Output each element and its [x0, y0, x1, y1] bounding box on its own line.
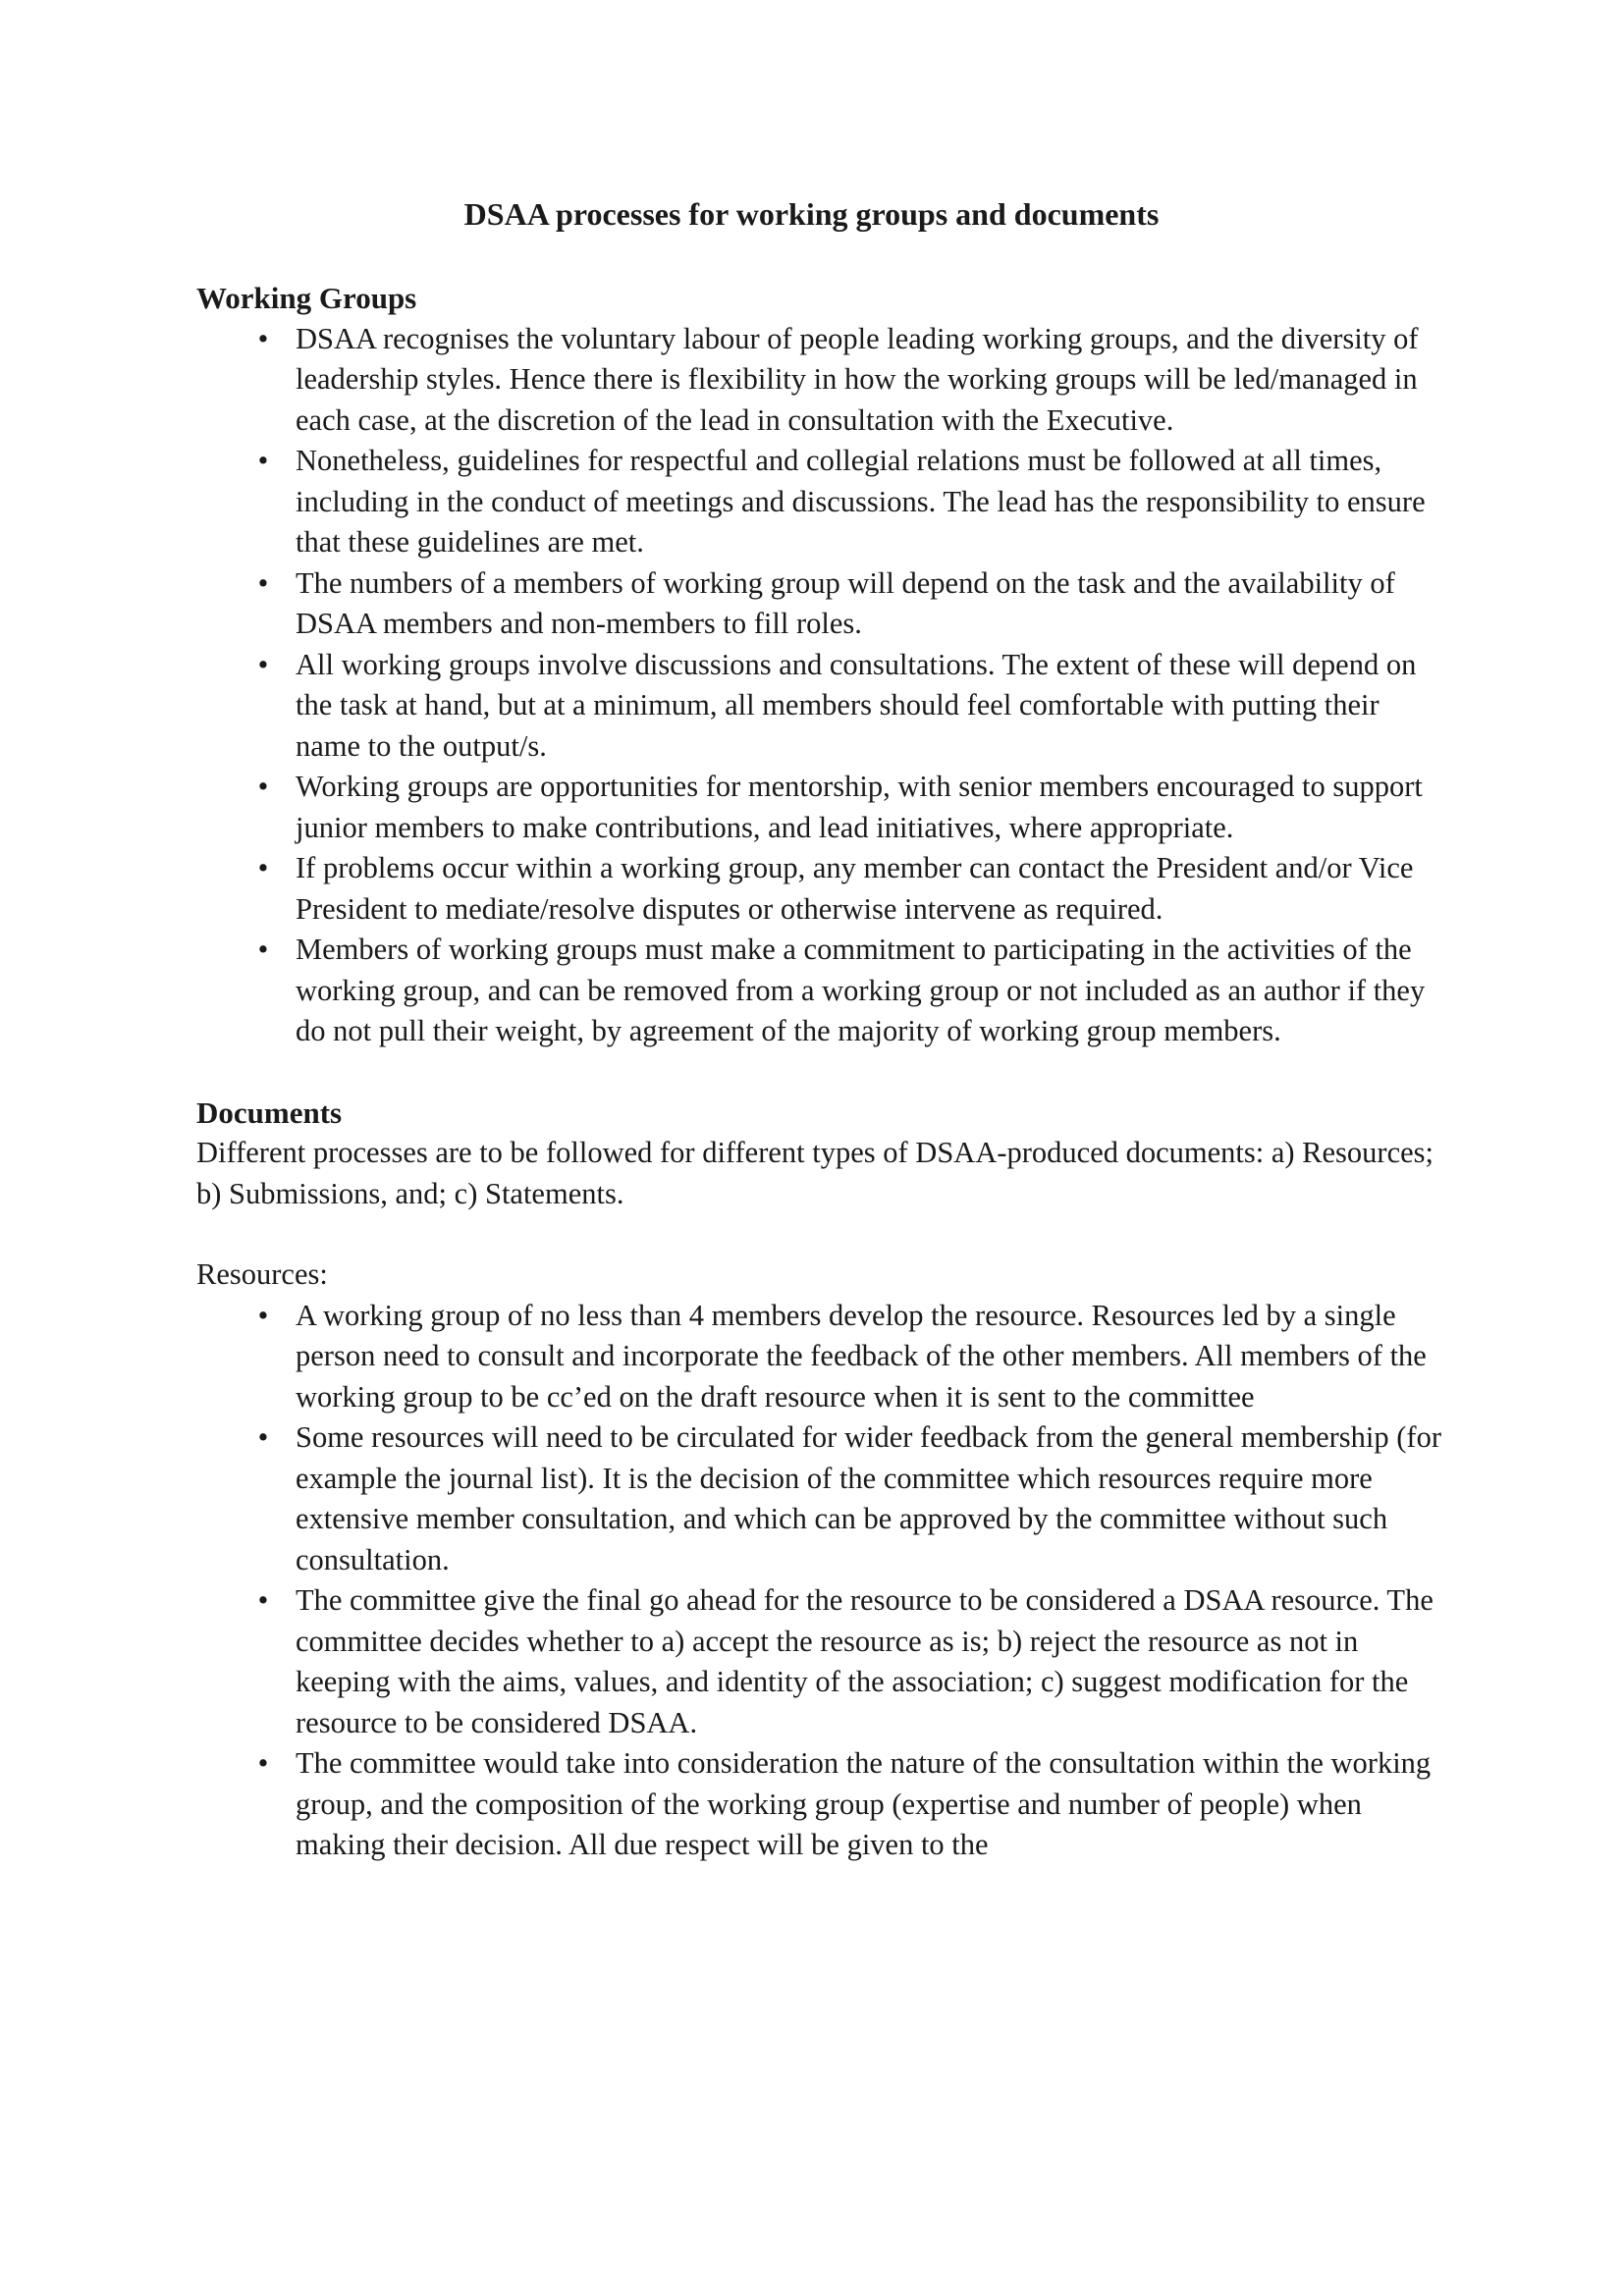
list-item-text: Working groups are opportunities for mentorship, with senior members encouraged to support junior members to make contributions, and lead initiatives, where appropriate. [296, 770, 1423, 844]
documents-intro: Different processes are to be followed for different types of DSAA-produced documents: a) Resources; b) Submissions, and; c) Statements. [196, 1136, 1434, 1210]
bullet-icon: • [257, 647, 269, 681]
bullet-icon: • [257, 1746, 269, 1780]
resources-list [196, 1296, 1448, 1866]
list-item [196, 441, 1448, 563]
list-item-text: A working group of no less than 4 members develop the resource. Resources led by a single person need to consult and incorporate the feedback of the other members. All members of the working group to be cc’ed on the draft resource when it is sent to the committee [296, 1298, 1427, 1414]
list-item [196, 319, 1448, 442]
list-item [196, 1743, 1448, 1866]
section-spacer [196, 1214, 1448, 1255]
list-item [196, 563, 1448, 645]
bullet-icon: • [257, 1420, 269, 1454]
list-item [196, 767, 1448, 848]
bullet-icon: • [257, 565, 269, 600]
bullet-icon: • [257, 933, 269, 966]
bullet-icon: • [257, 321, 269, 355]
bullet-icon: • [257, 1298, 269, 1332]
bullet-icon: • [257, 851, 269, 884]
list-item-text: The numbers of a members of working group will depend on the task and the availability of DSAA members and non-members to fill roles. [296, 565, 1395, 640]
list-item-text: Members of working groups must make a commitment to participating in the activities of the working group, and can be removed from a working group or not included as an author if they do not pull their weight, by agreement of the majority of working group members. [296, 933, 1426, 1047]
document-body [196, 278, 1448, 1866]
documents-heading: Documents [196, 1095, 343, 1130]
resources-label: Resources: [196, 1257, 328, 1291]
bullet-icon: • [257, 770, 269, 803]
list-item-text: DSAA recognises the voluntary labour of people leading working groups, and the diversity of leadership styles. Hence there is flexibility in how the working groups will be led/managed in each case, at the discretion of the lead in consultation with the Executive. [296, 321, 1419, 437]
list-item-text: Nonetheless, guidelines for respectful and collegial relations must be followed at all times, including in the conduct of meetings and discussions. The lead has the responsibility to ensure that these guidelines are met. [296, 444, 1426, 559]
list-item [196, 1417, 1448, 1580]
working-groups-list [196, 319, 1448, 1052]
section-spacer [196, 1052, 1448, 1093]
bullet-icon: • [257, 444, 269, 477]
list-item-text: If problems occur within a working group, any member can contact the President and/or Vice President to mediate/resolve disputes or otherwise intervene as required. [296, 851, 1414, 926]
list-item [196, 1580, 1448, 1743]
list-item [196, 848, 1448, 930]
list-item-text: The committee would take into consideration the nature of the consultation within the working group, and the composition of the working group (expertise and number of people) when making their decision. All due respect will be given to the [296, 1746, 1432, 1861]
list-item [196, 930, 1448, 1052]
list-item-text: Some resources will need to be circulated for wider feedback from the general membership (for example the journal list). It is the decision of the committee which resources require more extensive member consultation, and which can be approved by the committee without such consultation. [296, 1420, 1441, 1576]
list-item [196, 1296, 1448, 1418]
working-groups-heading: Working Groups [196, 281, 417, 315]
list-item-text: The committee give the final go ahead for the resource to be considered a DSAA resource. The committee decides whether to a) accept the resource as is; b) reject the resource as not in keeping with the aims, values, and identity of the association; c) suggest modification for the resource to be considered DSAA. [296, 1583, 1434, 1739]
list-item-text: All working groups involve discussions and consultations. The extent of these will depend on the task at hand, but at a minimum, all members should feel comfortable with putting their name to the output/s. [296, 647, 1417, 763]
list-item [196, 645, 1448, 768]
bullet-icon: • [257, 1583, 269, 1617]
page-title: DSAA processes for working groups and documents [463, 196, 1160, 232]
